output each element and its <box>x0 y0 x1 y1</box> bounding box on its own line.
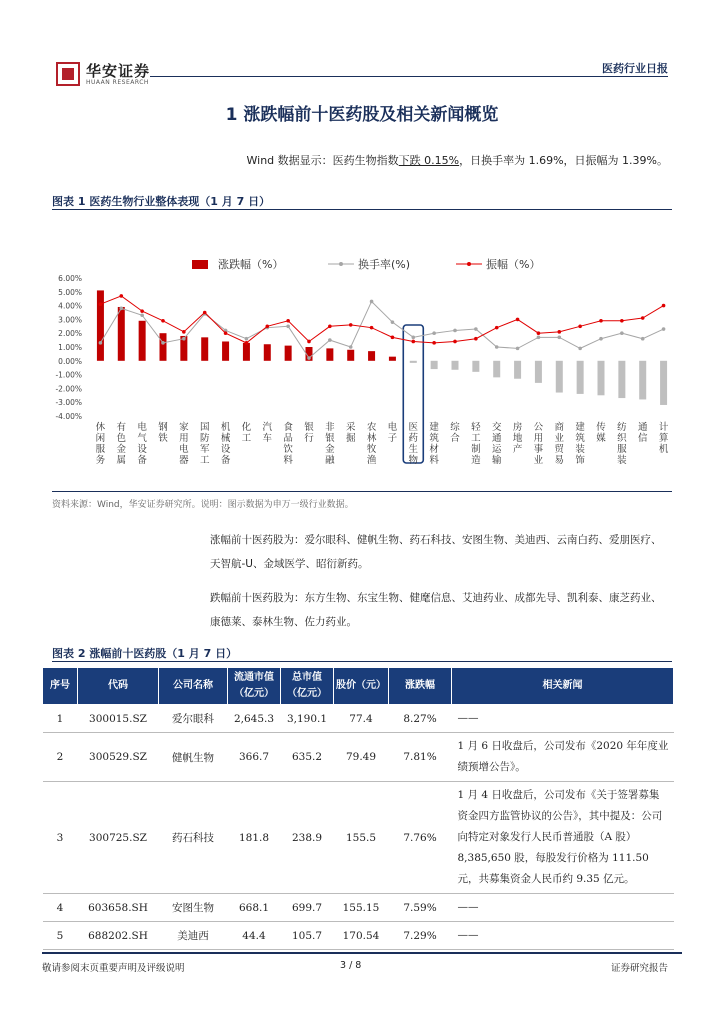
y-tick-label: -3.00% <box>55 398 82 408</box>
turnover-point <box>370 300 374 304</box>
logo-subtext: HUAAN RESEARCH <box>86 79 149 86</box>
col-header-price: 股价（元） <box>334 668 389 705</box>
top-gainers-table <box>42 667 674 950</box>
bar <box>139 321 146 361</box>
cell-name: 爱尔眼科 <box>159 705 228 733</box>
x-tick-label: 商业贸易 <box>554 422 565 466</box>
legend-label: 涨跌幅（%） <box>218 258 284 271</box>
bar <box>201 337 208 360</box>
amplitude-point <box>474 337 478 341</box>
cell-no: 4 <box>43 894 78 922</box>
bar <box>639 361 646 400</box>
bar <box>556 361 563 393</box>
y-tick-label: 2.00% <box>58 329 82 339</box>
x-tick-label: 国防军工 <box>199 422 210 466</box>
col-header-total-cap: 总市值（亿元） <box>281 668 334 705</box>
cell-change: 8.27% <box>389 705 452 733</box>
legend-swatch-bar <box>192 260 208 269</box>
cell-news: 1 月 6 日收盘后，公司发布《2020 年年度业绩预增公告》。 <box>452 733 674 782</box>
bar <box>431 361 438 369</box>
figure1-source: 资料来源：Wind，华安证券研究所。说明：图示数据为申万一级行业数据。 <box>52 500 354 510</box>
footer-divider <box>42 952 682 954</box>
legend-label: 换手率(%) <box>358 258 411 271</box>
amplitude-point <box>349 323 353 327</box>
turnover-point <box>557 336 561 340</box>
y-tick-label: 1.00% <box>58 343 82 352</box>
cell-price: 77.4 <box>334 705 389 733</box>
amplitude-point <box>245 341 249 345</box>
industry-chart <box>42 248 682 488</box>
bar <box>264 344 271 361</box>
x-tick-label: 房地产 <box>512 422 523 455</box>
amplitude-point <box>495 326 499 330</box>
cell-total-cap: 635.2 <box>281 733 334 782</box>
amplitude-point <box>620 319 624 323</box>
cell-total-cap: 699.7 <box>281 894 334 922</box>
bar <box>452 361 459 370</box>
x-tick-label: 计算机 <box>658 422 669 455</box>
amplitude-point <box>599 319 603 323</box>
amplitude-point <box>662 304 666 308</box>
chart-legend <box>192 257 540 271</box>
cell-no: 2 <box>43 733 78 782</box>
bar <box>493 361 500 378</box>
cell-float-cap: 668.1 <box>228 894 281 922</box>
y-tick-label: 0.00% <box>58 356 82 366</box>
turnover-point <box>245 337 249 341</box>
amplitude-point <box>557 330 561 334</box>
figure2-top-rule <box>52 661 672 662</box>
x-tick-label: 化工 <box>241 422 252 444</box>
cell-code: 300725.SZ <box>78 782 159 894</box>
cell-no: 3 <box>43 782 78 894</box>
amplitude-point <box>516 318 520 322</box>
y-tick-label: 5.00% <box>58 287 82 297</box>
table-row <box>43 782 674 894</box>
cell-code: 300529.SZ <box>78 733 159 782</box>
bar <box>118 307 125 361</box>
x-tick-label: 汽车 <box>262 422 273 444</box>
cell-total-cap: 238.9 <box>281 782 334 894</box>
bar <box>326 348 333 360</box>
turnover-point <box>641 337 645 341</box>
cell-no: 1 <box>43 705 78 733</box>
cell-code: 603658.SH <box>78 894 159 922</box>
x-tick-label: 综合 <box>450 422 460 444</box>
turnover-point <box>474 327 478 331</box>
y-tick-label: -2.00% <box>55 384 82 394</box>
turnover-point <box>349 345 353 349</box>
legend-label: 振幅（%） <box>486 258 541 271</box>
x-tick-label: 公用事业 <box>533 422 544 466</box>
x-tick-label: 交通运输 <box>491 422 502 466</box>
turnover-point <box>537 336 541 340</box>
turnover-point <box>599 337 603 341</box>
bar <box>472 361 479 372</box>
bar <box>410 361 417 363</box>
table-row <box>43 922 674 950</box>
cell-float-cap: 181.8 <box>228 782 281 894</box>
report-type: 医药行业日报 <box>602 62 668 75</box>
turnover-point <box>516 347 520 351</box>
turnover-point <box>286 325 290 329</box>
turnover-point <box>411 336 415 340</box>
cell-total-cap: 3,190.1 <box>281 705 334 733</box>
amplitude-point <box>286 319 290 323</box>
turnover-point <box>662 327 666 331</box>
amplitude-point <box>265 325 269 329</box>
header-divider <box>150 76 668 77</box>
amplitude-point <box>328 325 332 329</box>
x-tick-label: 传媒 <box>596 422 606 444</box>
x-tick-label: 有色金属 <box>116 422 127 466</box>
y-tick-label: 3.00% <box>58 315 82 325</box>
bar <box>285 346 292 361</box>
cell-price: 155.15 <box>334 894 389 922</box>
amplitude-point <box>370 326 374 330</box>
bar <box>97 290 104 360</box>
cell-news: —— <box>452 894 674 922</box>
figure1-title: 图表 1 医药生物行业整体表现（1 月 7 日） <box>52 195 271 208</box>
turnover-point <box>578 347 582 351</box>
top-losers-paragraph: 跌幅前十医药股为：东方生物、东宝生物、健麾信息、艾迪药业、成都先导、凯利泰、康芝药业、康德莱、泰林生物、佐力药业。 <box>210 592 662 628</box>
cell-change: 7.29% <box>389 922 452 950</box>
footer-label: 证券研究报告 <box>610 963 668 974</box>
y-tick-label: -4.00% <box>55 412 82 421</box>
x-tick-label: 休闲服务 <box>95 422 106 466</box>
section-title: 1 涨跌幅前十医药股及相关新闻概览 <box>225 105 499 125</box>
amplitude-point <box>140 309 144 313</box>
cell-price: 155.5 <box>334 782 389 894</box>
cell-change: 7.59% <box>389 894 452 922</box>
cell-price: 79.49 <box>334 733 389 782</box>
cell-float-cap: 44.4 <box>228 922 281 950</box>
amplitude-point <box>119 294 123 298</box>
cell-name: 健帆生物 <box>159 733 228 782</box>
summary-text: Wind 数据显示：医药生物指数下跌 0.15%，日换手率为 1.69%，日振幅为 1.39%。 <box>246 154 668 167</box>
bar <box>389 357 396 361</box>
cell-float-cap: 2,645.3 <box>228 705 281 733</box>
x-tick-label: 轻工制造 <box>471 422 481 466</box>
cell-no: 5 <box>43 922 78 950</box>
bar <box>347 350 354 361</box>
x-tick-label: 机械设备 <box>220 422 231 466</box>
top-gainers-paragraph: 涨幅前十医药股为：爱尔眼科、健帆生物、药石科技、安图生物、美迪西、云南白药、爱朋医疗、天智航-U、金域医学、昭衍新药。 <box>210 534 662 570</box>
bar <box>660 361 667 405</box>
col-header-float-cap: 流通市值（亿元） <box>228 668 281 705</box>
x-tick-label: 采掘 <box>345 422 356 444</box>
chart-y-axis <box>55 274 82 421</box>
cell-name: 美迪西 <box>159 922 228 950</box>
turnover-point <box>495 345 499 349</box>
col-header-name: 公司名称 <box>159 668 228 705</box>
x-tick-label: 建筑装饰 <box>575 422 585 466</box>
col-header-news: 相关新闻 <box>452 668 674 705</box>
amplitude-point <box>391 336 395 340</box>
bar <box>598 361 605 396</box>
bar <box>368 351 375 361</box>
bar <box>577 361 584 394</box>
amplitude-point <box>641 316 645 320</box>
legend-swatch-point <box>339 262 343 266</box>
col-header-no: 序号 <box>43 668 78 705</box>
table-row <box>43 705 674 733</box>
cell-news: 1 月 4 日收盘后，公司发布《关于签署募集资金四方监管协议的公告》，其中提及：公司向特定对象发行人民币普通股（A 股）8,385,650 股，每股发行价格为 111.50 元，共募集资金人民币约 9.35 亿元。 <box>452 782 674 894</box>
x-tick-label: 非银金融 <box>325 422 335 466</box>
x-tick-label: 农林牧渔 <box>366 422 377 466</box>
bar <box>618 361 625 398</box>
turnover-point <box>119 307 123 311</box>
x-tick-label: 食品饮料 <box>283 422 293 466</box>
turnover-point <box>328 338 332 342</box>
cell-news: —— <box>452 922 674 950</box>
turnover-point <box>391 320 395 324</box>
cell-total-cap: 105.7 <box>281 922 334 950</box>
amplitude-point <box>432 341 436 345</box>
chart-x-labels <box>96 421 669 466</box>
bar <box>160 333 167 361</box>
logo-mark <box>56 62 80 86</box>
turnover-point <box>99 341 103 345</box>
x-tick-label: 建筑材料 <box>429 422 439 466</box>
footer-disclaimer: 敬请参阅末页重要声明及评级说明 <box>42 963 185 974</box>
bar <box>222 341 229 360</box>
y-tick-label: -1.00% <box>55 370 82 380</box>
cell-news: —— <box>452 705 674 733</box>
table-row <box>43 894 674 922</box>
x-tick-label: 通信 <box>637 422 648 444</box>
cell-name: 药石科技 <box>159 782 228 894</box>
amplitude-point <box>203 311 207 315</box>
cell-change: 7.76% <box>389 782 452 894</box>
bar <box>535 361 542 383</box>
page-number: 3 / 8 <box>340 960 362 971</box>
cell-code: 688202.SH <box>78 922 159 950</box>
amplitude-line <box>100 296 663 343</box>
index-change: 下跌 0.15% <box>398 154 460 167</box>
x-tick-label: 医药生物 <box>408 422 419 466</box>
table-row <box>43 733 674 782</box>
cell-name: 安图生物 <box>159 894 228 922</box>
turnover-point <box>432 331 436 335</box>
logo-text: 华安证券 <box>86 62 151 80</box>
x-tick-label: 银行 <box>304 422 314 444</box>
cell-change: 7.81% <box>389 733 452 782</box>
cell-price: 170.54 <box>334 922 389 950</box>
amplitude-point <box>453 340 457 344</box>
col-header-change: 涨跌幅 <box>389 668 452 705</box>
turnover-point <box>307 356 311 360</box>
turnover-point <box>620 331 624 335</box>
turnover-point <box>140 313 144 317</box>
amplitude-point <box>99 302 103 306</box>
figure1-bottom-rule <box>52 491 672 492</box>
bar <box>243 343 250 361</box>
x-tick-label: 钢铁 <box>158 422 168 444</box>
cell-code: 300015.SZ <box>78 705 159 733</box>
cell-float-cap: 366.7 <box>228 733 281 782</box>
turnover-point <box>453 329 457 333</box>
bar <box>514 361 521 379</box>
figure2-title: 图表 2 涨幅前十医药股（1 月 7 日） <box>52 647 238 660</box>
amplitude-point <box>224 331 228 335</box>
turnover-point <box>182 337 186 341</box>
amplitude-point <box>161 319 165 323</box>
col-header-code: 代码 <box>78 668 159 705</box>
x-tick-label: 电子 <box>387 422 398 444</box>
x-tick-label: 电气设备 <box>137 422 147 466</box>
amplitude-point <box>307 340 311 344</box>
amplitude-point <box>411 340 415 344</box>
x-tick-label: 纺织服装 <box>617 422 627 466</box>
amplitude-point <box>182 330 186 334</box>
legend-swatch-point <box>467 262 471 266</box>
turnover-point <box>161 341 165 345</box>
amplitude-point <box>537 331 541 335</box>
amplitude-point <box>578 325 582 329</box>
y-tick-label: 6.00% <box>58 274 82 283</box>
figure1-top-rule <box>52 209 672 210</box>
x-tick-label: 家用电器 <box>179 422 189 466</box>
y-tick-label: 4.00% <box>58 301 82 311</box>
